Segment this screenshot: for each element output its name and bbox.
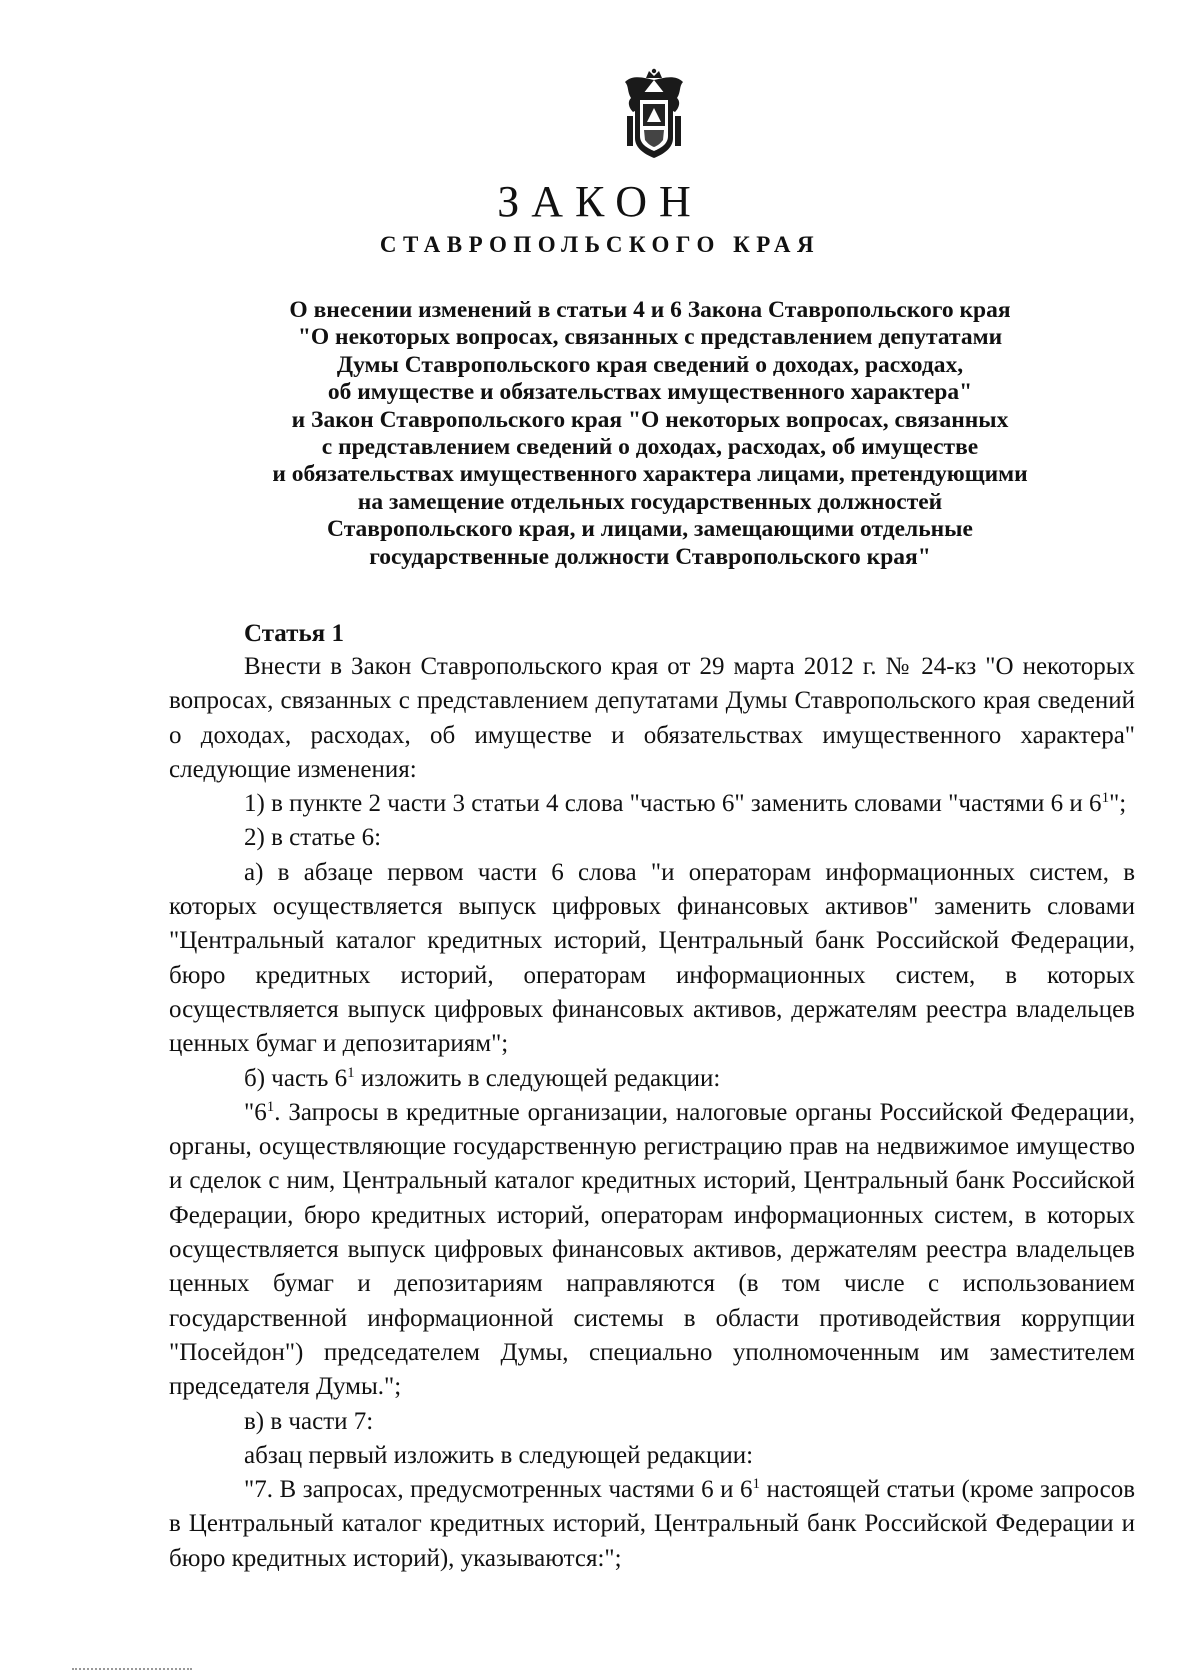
coat-of-arms-emblem xyxy=(619,68,689,162)
paragraph-text: "; xyxy=(1109,790,1127,818)
paragraph-text: 1) в пункте 2 части 3 статьи 4 слова "частью 6" заменить словами "частями 6 и 6 xyxy=(244,790,1102,818)
paragraph-text: настоящей статьи (кроме запросов в Центральный каталог кредитных историй, Центральный банк Российской Федерации и бюро кредитных историй), указываются:"; xyxy=(169,1476,1135,1572)
article-body xyxy=(169,650,1135,1576)
heading-line: с представлением сведений о доходах, расходах, об имуществе xyxy=(321,434,979,461)
article-title: Статья 1 xyxy=(244,620,344,647)
paragraph-item-v: в) в части 7: xyxy=(244,1407,374,1435)
law-heading xyxy=(170,297,1130,571)
heading-line: и обязательствах имущественного характера лицами, претендующими xyxy=(272,461,1028,488)
heading-line: Ставропольского края, и лицами, замещающими отдельные xyxy=(327,516,973,543)
document-type-title: ЗАКОН xyxy=(497,177,703,226)
heading-line: государственные должности Ставропольского края" xyxy=(369,543,931,570)
paragraph-abzac: абзац первый изложить в следующей редакции: xyxy=(244,1441,754,1469)
paragraph-text: "7. В запросах, предусмотренных частями 6 и 6 xyxy=(244,1476,753,1504)
heading-line: на замещение отдельных государственных должностей xyxy=(357,488,943,515)
heading-line: об имуществе и обязательствах имущественного характера" xyxy=(327,379,973,406)
heading-line: и Закон Ставропольского края "О некоторых вопросах, связанных xyxy=(291,406,1009,433)
paragraph-text: изложить в следующей редакции: xyxy=(354,1064,721,1092)
paragraph-item-1 xyxy=(169,787,1135,821)
paragraph-text: "6 xyxy=(244,1098,267,1126)
paragraph-item-a: а) в абзаце первом части 6 слова "и операторам информационных систем, в которых осуществляется выпуск цифровых финансовых активов" заменить словами "Центральный каталог кредитных историй, Центральный банк Российской Федерации, бюро кредитных историй, операторам информационных систем, в которых осуществляется выпуск цифровых финансовых активов, держателям реестра владельцев ценных бумаг и депозитариям"; xyxy=(169,858,1135,1058)
superscript: 1 xyxy=(347,1064,355,1081)
heading-line: Думы Ставропольского края сведений о доходах, расходах, xyxy=(336,351,964,378)
superscript: 1 xyxy=(266,1098,275,1115)
paragraph-part-6-1 xyxy=(169,1096,1135,1405)
paragraph-intro: Внести в Закон Ставропольского края от 29 марта 2012 г. № 24-кз "О некоторых вопросах, связанных с представлением депутатами Думы Ставропольского края сведений о доходах, расходах, об имуществе и обязательствах имущественного характера" следующие изменения: xyxy=(169,653,1135,783)
superscript: 1 xyxy=(752,1476,761,1493)
superscript: 1 xyxy=(1101,790,1110,807)
document-region-subtitle: СТАВРОПОЛЬСКОГО КРАЯ xyxy=(379,232,821,257)
paragraph-item-b xyxy=(169,1062,1135,1096)
paragraph-item-2: 2) в статье 6: xyxy=(244,824,382,852)
heading-line: О внесении изменений в статьи 4 и 6 Закона Ставропольского края xyxy=(289,297,1011,323)
paragraph-text: б) часть 6 xyxy=(244,1064,348,1092)
footer-scan-mark xyxy=(72,1668,192,1673)
paragraph-text: . Запросы в кредитные организации, налоговые органы Российской Федерации, органы, осуществляющие государственную регистрацию прав на недвижимое имущество и сделок с ним, Центральный каталог кредитных историй, Центральный банк Российской Федерации, бюро кредитных историй, операторам информационных систем, в которых осуществляется выпуск цифровых финансовых активов, держателям реестра владельцев ценных бумаг и депозитариям направляются (в том числе с использованием государственной информационной системы в области противодействия коррупции "Посейдон") председателем Думы, специально уполномоченным им заместителем председателя Думы."; xyxy=(169,1098,1135,1401)
paragraph-part-7 xyxy=(169,1473,1135,1576)
heading-line: "О некоторых вопросах, связанных с представлением депутатами xyxy=(297,324,1003,351)
